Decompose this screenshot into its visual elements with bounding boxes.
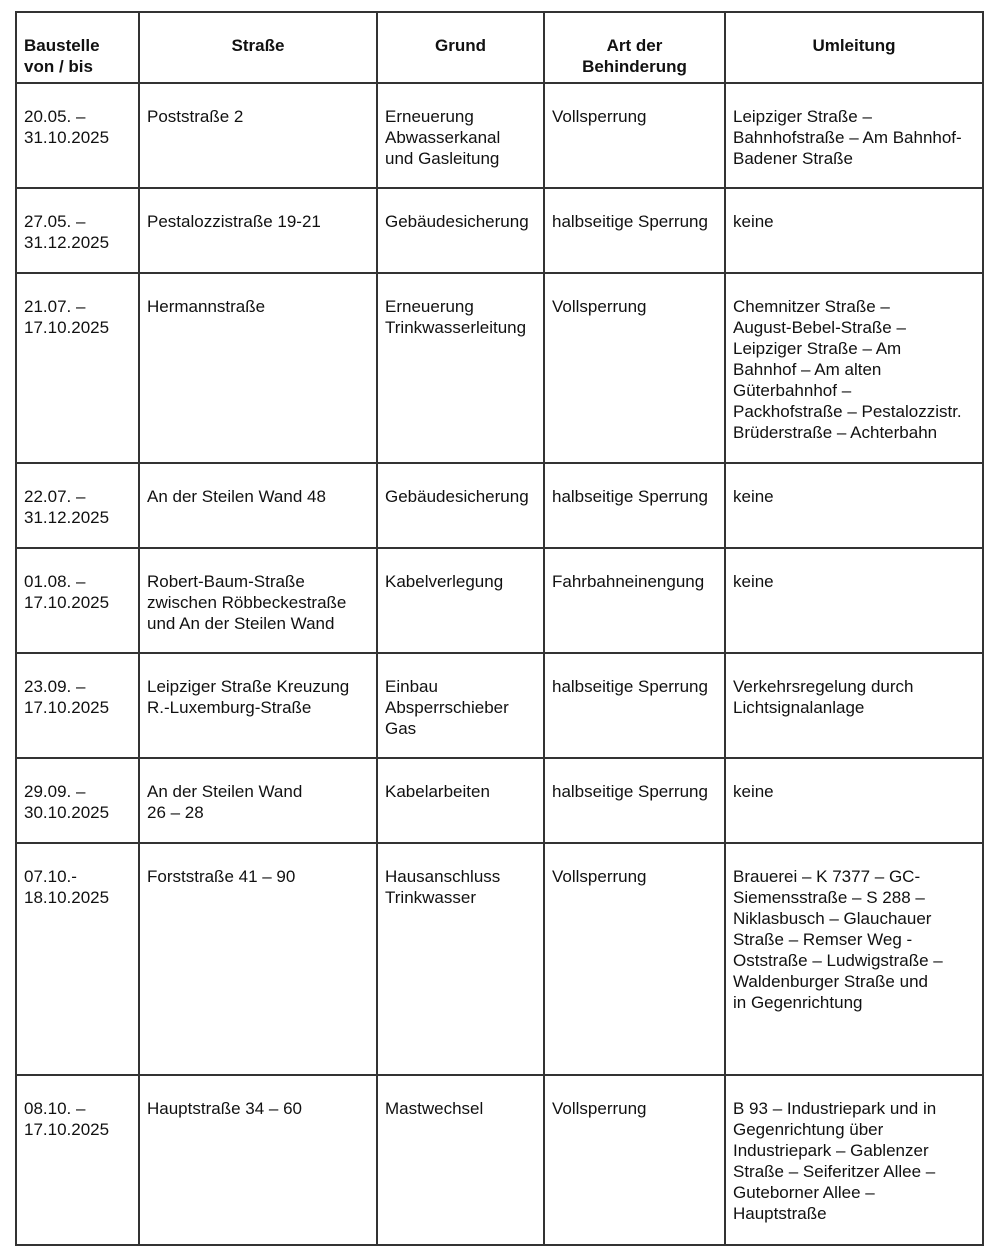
street-cell: Poststraße 2: [139, 83, 377, 188]
dates-cell: 20.05. – 31.10.2025: [16, 83, 139, 188]
construction-sites-table: [15, 11, 984, 1246]
dates-cell: 22.07. – 31.12.2025: [16, 463, 139, 548]
reason-cell: Einbau Absperrschieber Gas: [377, 653, 544, 758]
detour-cell: keine: [725, 758, 983, 843]
header-reason: Grund: [377, 12, 544, 83]
obstruction-type-cell: Vollsperrung: [544, 83, 725, 188]
table-row: [16, 1075, 983, 1245]
header-detour: Umleitung: [725, 12, 983, 83]
dates-cell: 29.09. – 30.10.2025: [16, 758, 139, 843]
obstruction-type-cell: Vollsperrung: [544, 1075, 725, 1245]
table-row: [16, 653, 983, 758]
street-cell: Hauptstraße 34 – 60: [139, 1075, 377, 1245]
header-dates: Baustelle von / bis: [16, 12, 139, 83]
table-row: [16, 273, 983, 463]
reason-cell: Erneuerung Trinkwasserleitung: [377, 273, 544, 463]
table-row: [16, 843, 983, 1075]
obstruction-type-cell: halbseitige Sperrung: [544, 188, 725, 273]
dates-cell: 01.08. – 17.10.2025: [16, 548, 139, 653]
table-row: [16, 463, 983, 548]
reason-cell: Erneuerung Abwasserkanal und Gasleitung: [377, 83, 544, 188]
obstruction-type-cell: Vollsperrung: [544, 843, 725, 1075]
street-cell: An der Steilen Wand 26 – 28: [139, 758, 377, 843]
street-cell: Forststraße 41 – 90: [139, 843, 377, 1075]
reason-cell: Kabelverlegung: [377, 548, 544, 653]
street-cell: Hermannstraße: [139, 273, 377, 463]
dates-cell: 07.10.- 18.10.2025: [16, 843, 139, 1075]
header-row: [16, 12, 983, 83]
reason-cell: Hausanschluss Trinkwasser: [377, 843, 544, 1075]
dates-cell: 27.05. – 31.12.2025: [16, 188, 139, 273]
obstruction-type-cell: halbseitige Sperrung: [544, 463, 725, 548]
street-cell: An der Steilen Wand 48: [139, 463, 377, 548]
obstruction-type-cell: Vollsperrung: [544, 273, 725, 463]
header-street: Straße: [139, 12, 377, 83]
detour-cell: B 93 – Industriepark und in Gegenrichtung über Industriepark – Gablenzer Straße – Seiferitzer Allee – Guteborner Allee – Hauptstraße: [725, 1075, 983, 1245]
detour-cell: Leipziger Straße – Bahnhofstraße – Am Bahnhof- Badener Straße: [725, 83, 983, 188]
table-row: [16, 548, 983, 653]
header-obstruction-type: Art der Behinderung: [544, 12, 725, 83]
table-row: [16, 83, 983, 188]
obstruction-type-cell: halbseitige Sperrung: [544, 653, 725, 758]
reason-cell: Kabelarbeiten: [377, 758, 544, 843]
reason-cell: Gebäudesicherung: [377, 188, 544, 273]
street-cell: Robert-Baum-Straße zwischen Röbbeckestraße und An der Steilen Wand: [139, 548, 377, 653]
detour-cell: Verkehrsregelung durch Lichtsignalanlage: [725, 653, 983, 758]
detour-cell: keine: [725, 463, 983, 548]
reason-cell: Gebäudesicherung: [377, 463, 544, 548]
detour-cell: Chemnitzer Straße – August-Bebel-Straße – Leipziger Straße – Am Bahnhof – Am alten Güterbahnhof – Packhofstraße – Pestalozzistr. Brüderstraße – Achterbahn: [725, 273, 983, 463]
dates-cell: 08.10. – 17.10.2025: [16, 1075, 139, 1245]
obstruction-type-cell: halbseitige Sperrung: [544, 758, 725, 843]
table-row: [16, 758, 983, 843]
obstruction-type-cell: Fahrbahneinengung: [544, 548, 725, 653]
dates-cell: 21.07. – 17.10.2025: [16, 273, 139, 463]
street-cell: Pestalozzistraße 19-21: [139, 188, 377, 273]
reason-cell: Mastwechsel: [377, 1075, 544, 1245]
detour-cell: keine: [725, 188, 983, 273]
detour-cell: Brauerei – K 7377 – GC- Siemensstraße – S 288 – Niklasbusch – Glauchauer Straße – Remser Weg - Oststraße – Ludwigstraße – Waldenburger Straße und in Gegenrichtung: [725, 843, 983, 1075]
table-row: [16, 188, 983, 273]
detour-cell: keine: [725, 548, 983, 653]
dates-cell: 23.09. – 17.10.2025: [16, 653, 139, 758]
street-cell: Leipziger Straße Kreuzung R.-Luxemburg-Straße: [139, 653, 377, 758]
